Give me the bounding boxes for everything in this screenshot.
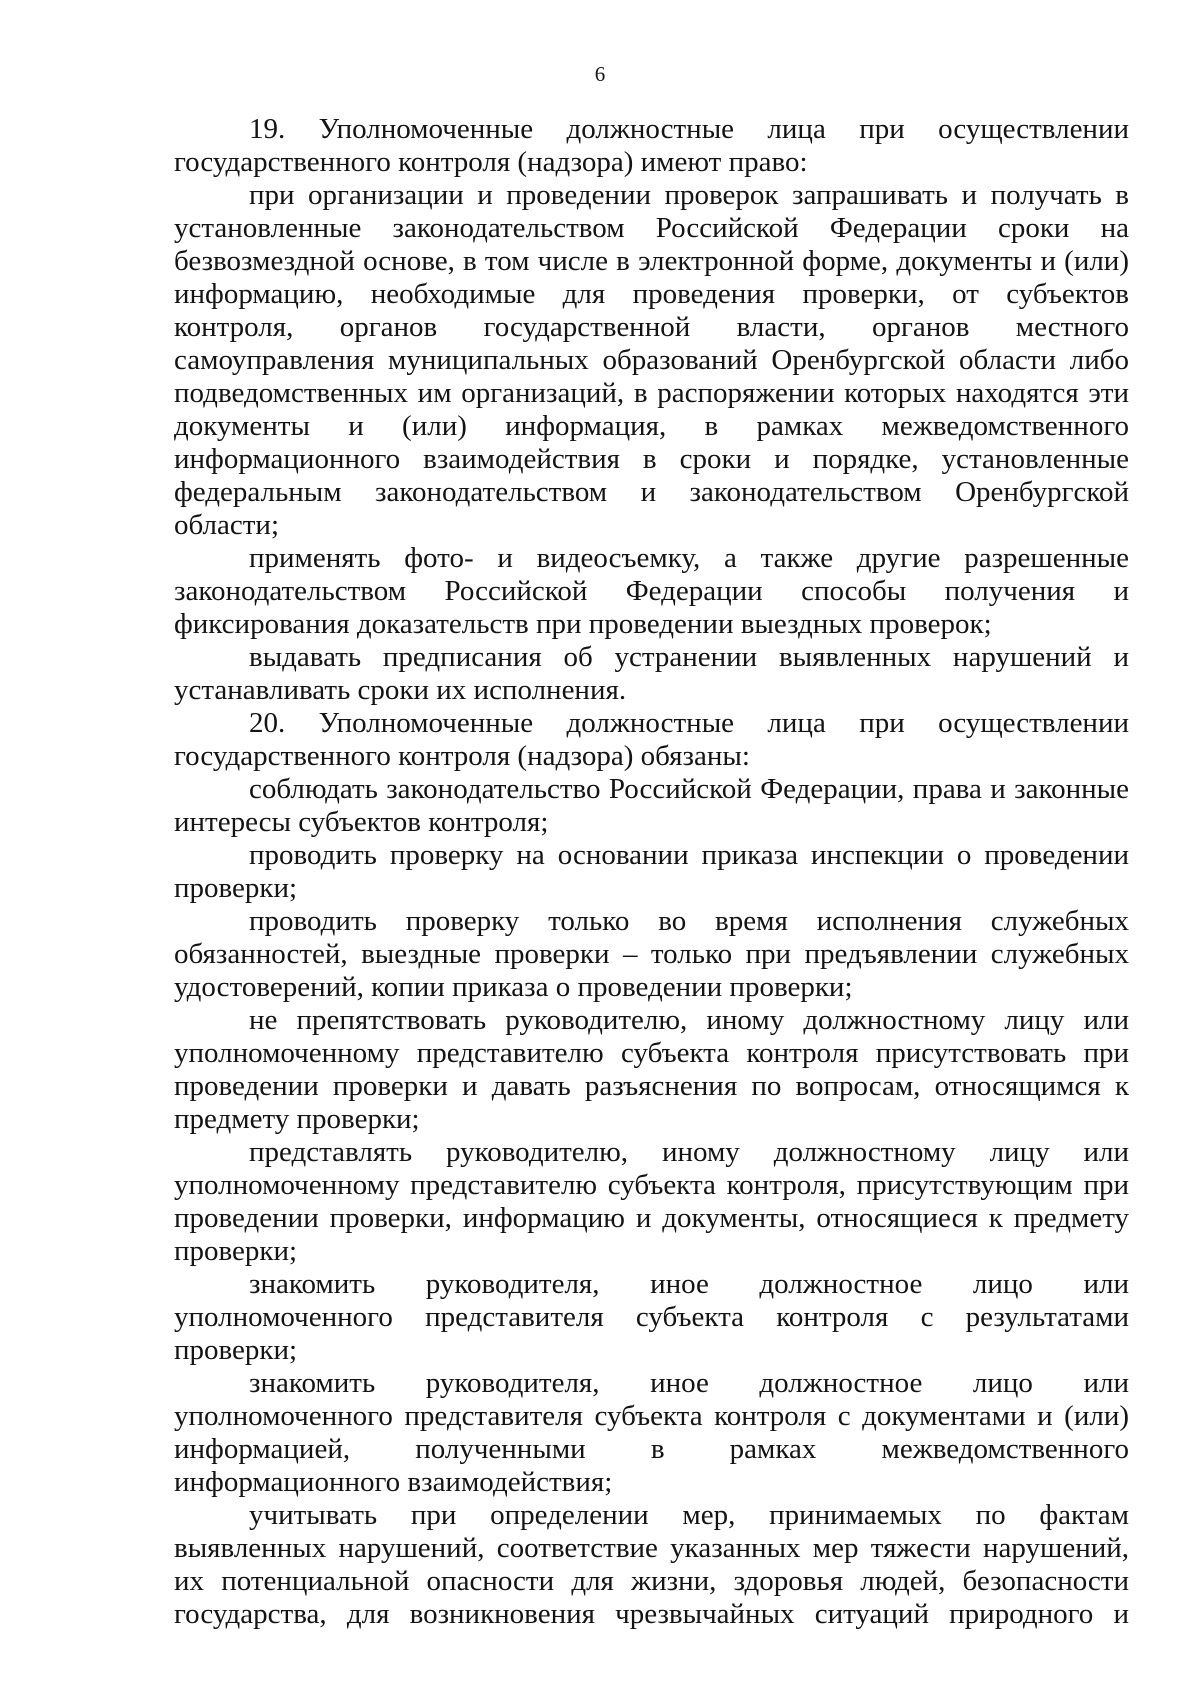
paragraph-19-intro: 19. Уполномоченные должностные лица при осуществлении государственного контроля (надзора) имеют право: [174,113,1129,178]
paragraph-duty-provide-information: представлять руководителю, иному должностному лицу или уполномоченному представителю субъекта контроля, присутствующим при проведении проверки, информацию и документы, относящиеся к предмету проверки; [174,1136,1129,1267]
paragraph-duty-observe-law: соблюдать законодательство Российской Федерации, права и законные интересы субъектов контроля; [174,773,1129,838]
paragraph-duty-familiarize-documents: знакомить руководителя, иное должностное лицо или уполномоченного представителя субъекта контроля с документами и (или) информацией, полученными в рамках межведомственного информационного взаимодействия; [174,1367,1129,1498]
paragraph-duty-working-hours: проводить проверку только во время исполнения служебных обязанностей, выездные проверки – только при предъявлении служебных удостоверений, копии приказа о проведении проверки; [174,905,1129,1003]
paragraph-right-photo-video: применять фото- и видеосъемку, а также другие разрешенные законодательством Российской Федерации способы получения и фиксирования доказательств при проведении выездных проверок; [174,542,1129,640]
paragraph-duty-familiarize-results: знакомить руководителя, иное должностное лицо или уполномоченного представителя субъекта контроля с результатами проверки; [174,1268,1129,1366]
paragraph-20-intro: 20. Уполномоченные должностные лица при осуществлении государственного контроля (надзора) обязаны: [174,707,1129,772]
page-number: 6 [594,62,606,86]
paragraph-right-issue-orders: выдавать предписания об устранении выявленных нарушений и устанавливать сроки их исполнения. [174,641,1129,706]
paragraph-duty-not-obstruct: не препятствовать руководителю, иному должностному лицу или уполномоченному представителю субъекта контроля присутствовать при проведении проверки и давать разъяснения по вопросам, относящимся к предмету проверки; [174,1004,1129,1135]
document-body [174,113,1129,1631]
paragraph-right-request-documents: при организации и проведении проверок запрашивать и получать в установленные законодательством Российской Федерации сроки на безвозмездной основе, в том числе в электронной форме, документы и (или) информацию, необходимые для проведения проверки, от субъектов контроля, органов государственной власти, органов местного самоуправления муниципальных образований Оренбургской области либо подведомственных им организаций, в распоряжении которых находятся эти документы и (или) информация, в рамках межведомственного информационного взаимодействия в сроки и порядке, установленные федеральным законодательством и законодательством Оренбургской области; [174,179,1129,541]
paragraph-duty-inspection-order: проводить проверку на основании приказа инспекции о проведении проверки; [174,839,1129,904]
paragraph-duty-proportionality: учитывать при определении мер, принимаемых по фактам выявленных нарушений, соответствие указанных мер тяжести нарушений, их потенциальной опасности для жизни, здоровья людей, безопасности государства, для возникновения чрезвычайных ситуаций природного и [174,1499,1129,1630]
